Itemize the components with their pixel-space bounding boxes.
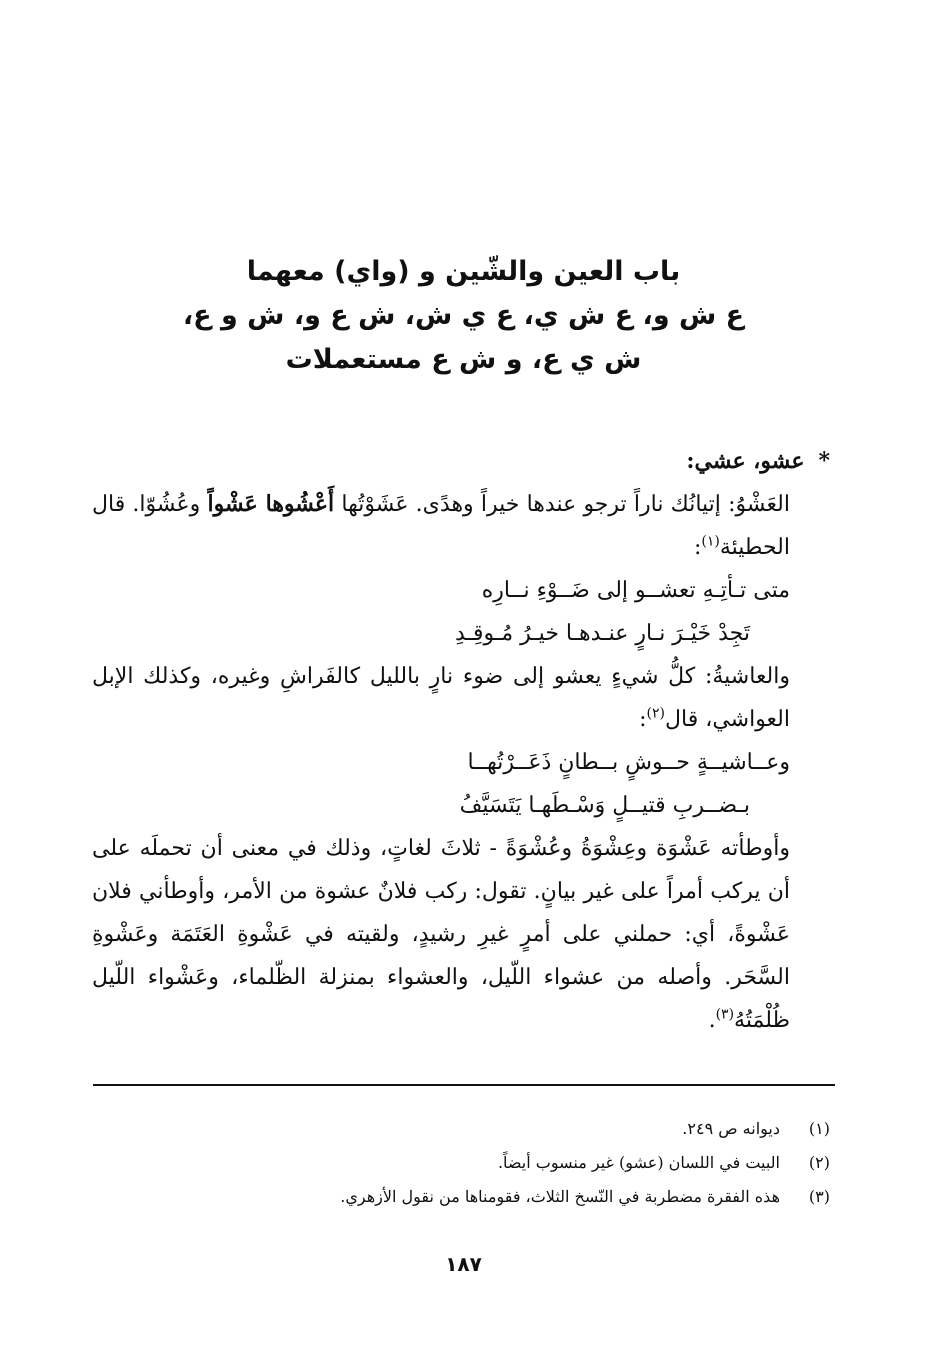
chapter-heading [0,250,927,382]
verse-hemistich: متى تـأتِـهِ تعشــو إلى ضَــوْءِ نــارِه [481,578,790,603]
verse-hemistich: بـضــربِ قتيــلٍ وَسْـطَهـا يَتَسَيَّفُ [459,793,750,818]
paragraph-definition [92,827,830,1042]
footnote-divider [93,1084,835,1086]
definition-bold-text: أَعْشُوها عَشْواً [207,491,335,517]
footnote-text: ديوانه ص ٢٤٩. [682,1119,780,1138]
definition-text: العَشْوُ: إتيانُك ناراً ترجو عندها خيراً وهدًى. عَشَوْتُها [334,492,790,517]
punctuation: : [693,535,702,560]
entry-headword: عشو، عشي: [686,448,805,474]
chapter-title: باب العين والشّين و (واي) معهما [246,256,681,287]
footnote [92,1180,830,1214]
definition-text: والعاشيةُ: كلُّ شيءٍ يعشو إلى ضوء نارٍ بالليل كالفَراشِ وغيره، وكذلك الإبل العواشي، قال [92,664,790,732]
page-number: ١٨٧ [445,1252,482,1276]
definition-text-tail: وعُشُوّا. قال الحطيئة [92,492,790,560]
asterisk-icon: * [818,448,830,474]
footnote [92,1146,830,1180]
dictionary-entry [92,440,830,1042]
verse-hemistich: وعــاشيــةٍ حــوشٍ بــطانٍ ذَعَــرْتُهــا [467,750,790,775]
paragraph-definition [92,655,830,741]
footnote-text: هذه الفقرة مضطربة في النّسخ الثلاث، فقومناها من نقول الأزهري. [340,1187,780,1206]
paragraph-definition [92,483,830,569]
entry-headword-line [92,440,830,483]
footnote-number: (١) [808,1119,830,1138]
footnote [92,1112,830,1146]
footnote-ref-1: (١) [701,533,720,550]
chapter-roots-line-end: ش ي ع، و ش ع مستعملات [285,344,642,375]
footnote-ref-2: (٢) [646,705,666,722]
footnote-ref-3: (٣) [715,1006,735,1023]
punctuation: : [639,707,647,732]
punctuation: . [708,1008,716,1033]
footnote-number: (٣) [808,1187,830,1206]
verse-hemistich: تَجِدْ خَيْـرَ نـارٍ عنـدهـا خيـرُ مُـوقِـدِ [455,621,750,646]
footnotes [92,1112,830,1214]
footnote-number: (٢) [808,1153,830,1172]
chapter-roots-line: ع ش و، ع ش ي، ع ي ش، ش ع و، ش و ع، [182,300,745,331]
definition-text: وأوطأته عَشْوَة وعِشْوَةُ وعُشْوَةً - ثلاثَ لغاتٍ، وذلك في معنى أن تحملَه على أن يركب أمراً على غير بيانٍ. تقول: ركب فلانٌ عشوة من الأمر، وأوطأني فلان عَشْوةً، أي: حملني على أمرٍ غيرِ رشيدٍ، ولقيته في عَشْوةِ العَتَمَة وعَشْوةِ السَّحَر. وأصله من عشواء اللّيل، والعشواء بمنزلة الظّلماء، وعَشْواء اللّيل ظُلْمَتُهُ [92,836,790,1033]
footnote-text: البيت في اللسان (عشو) غير منسوب أيضاً. [497,1153,780,1172]
